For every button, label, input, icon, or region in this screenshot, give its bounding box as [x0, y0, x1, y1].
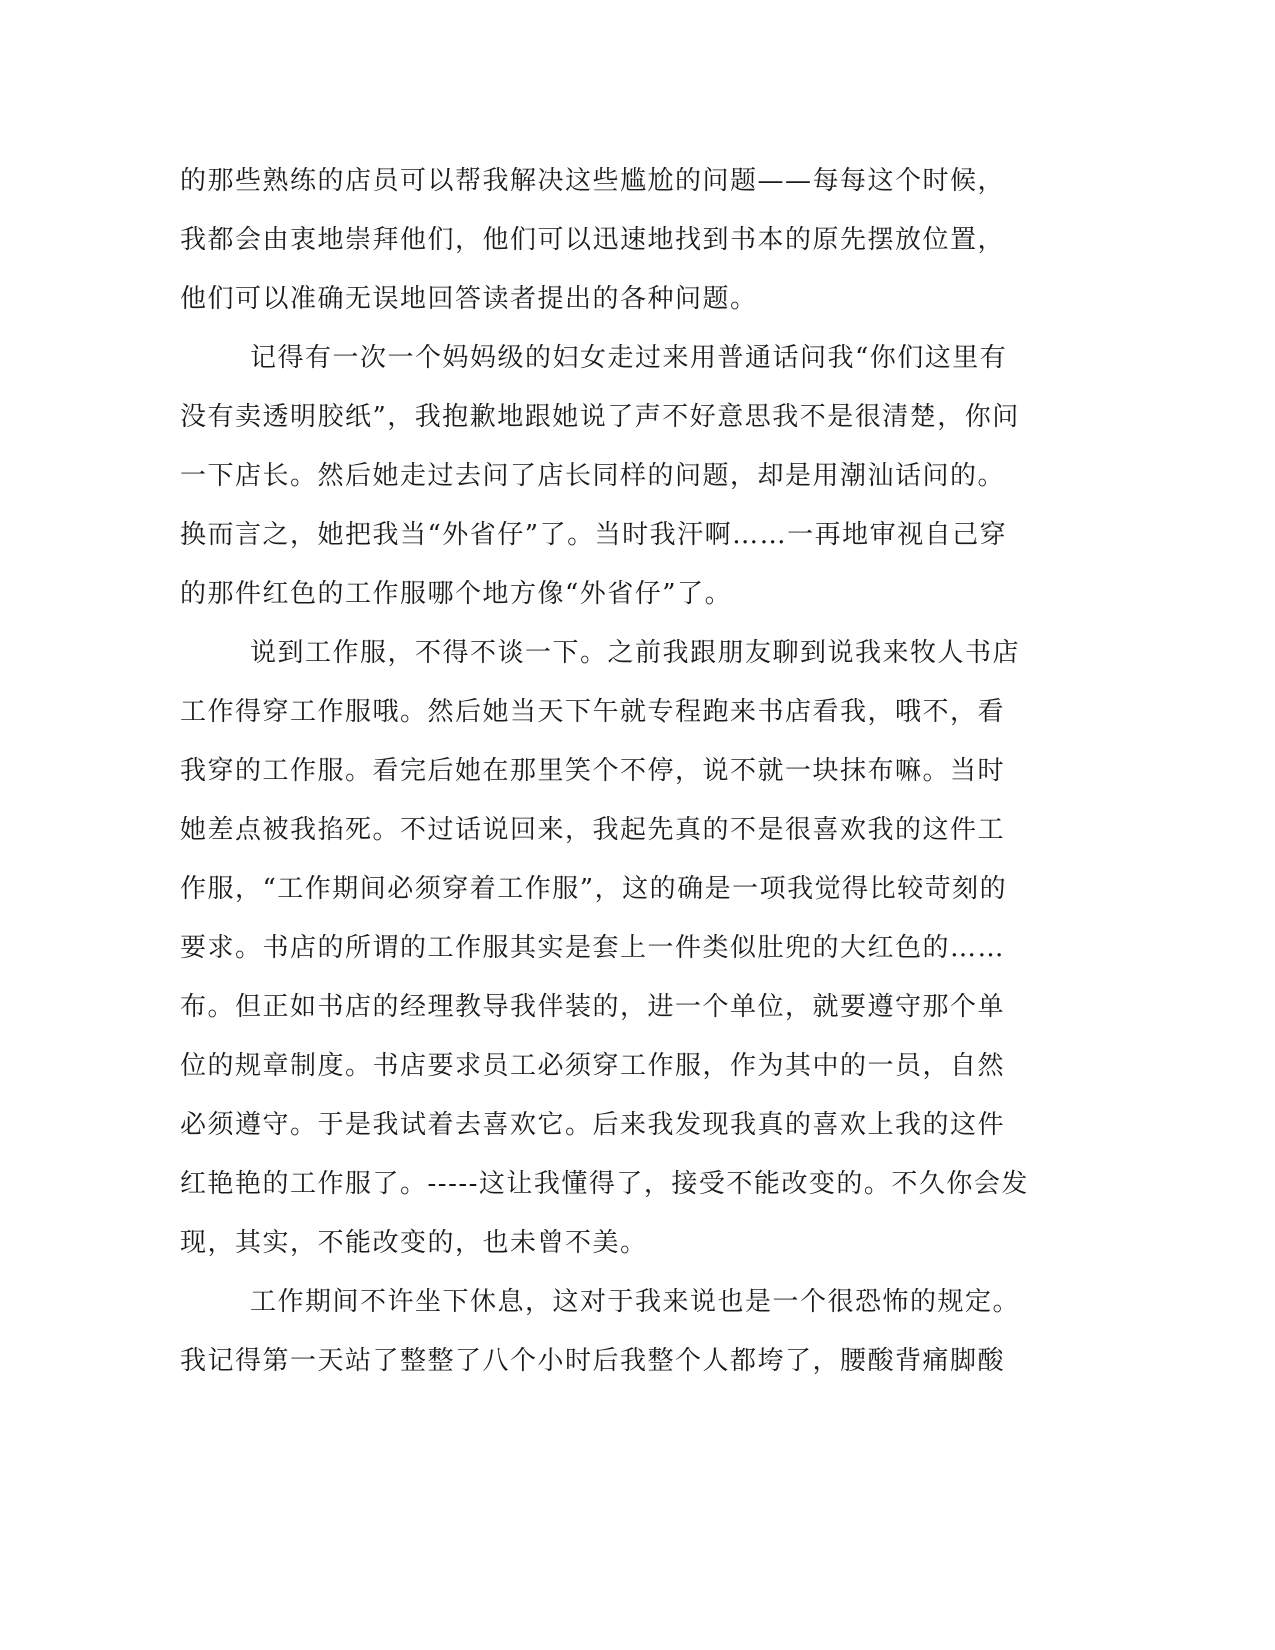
- text-line: 一下店长。然后她走过去问了店长同样的问题，却是用潮汕话问的。: [180, 461, 1006, 491]
- text-line: 位的规章制度。书店要求员工必须穿工作服，作为其中的一员，自然: [180, 1051, 1006, 1081]
- text-line: 她差点被我掐死。不过话说回来，我起先真的不是很喜欢我的这件工: [180, 815, 1006, 845]
- body-text: [180, 152, 1040, 1391]
- text-line: 我都会由衷地崇拜他们，他们可以迅速地找到书本的原先摆放位置，: [180, 225, 1006, 255]
- paragraph-first-line: 工作期间不许坐下休息，这对于我来说也是一个很恐怖的规定。: [250, 1287, 1021, 1317]
- text-line: 工作得穿工作服哦。然后她当天下午就专程跑来书店看我，哦不，看: [180, 697, 1006, 727]
- text-line: 作服，“工作期间必须穿着工作服”，这的确是一项我觉得比较苛刻的: [180, 874, 1008, 904]
- text-line: 现，其实，不能改变的，也未曾不美。: [180, 1228, 648, 1258]
- text-line: 他们可以准确无误地回答读者提出的各种问题。: [180, 284, 758, 314]
- text-line: 我穿的工作服。看完后她在那里笑个不停，说不就一块抹布嘛。当时: [180, 756, 1006, 786]
- text-line: 的那件红色的工作服哪个地方像“外省仔”了。: [180, 579, 733, 609]
- text-line: 红艳艳的工作服了。-----这让我懂得了，接受不能改变的。不久你会发: [180, 1169, 1029, 1199]
- text-line: 要求。书店的所谓的工作服其实是套上一件类似肚兜的大红色的……: [180, 933, 1006, 963]
- text-line: 必须遵守。于是我试着去喜欢它。后来我发现我真的喜欢上我的这件: [180, 1110, 1006, 1140]
- paragraph-first-line: 记得有一次一个妈妈级的妇女走过来用普通话问我“你们这里有: [250, 343, 1008, 373]
- text-line: 布。但正如书店的经理教导我伴装的，进一个单位，就要遵守那个单: [180, 992, 1006, 1022]
- text-line: 的那些熟练的店员可以帮我解决这些尴尬的问题——每每这个时候，: [180, 166, 1006, 196]
- text-line: 没有卖透明胶纸”，我抱歉地跟她说了声不好意思我不是很清楚，你问: [180, 402, 1020, 432]
- paragraph-first-line: 说到工作服，不得不谈一下。之前我跟朋友聊到说我来牧人书店: [250, 638, 1021, 668]
- text-line: 换而言之，她把我当“外省仔”了。当时我汗啊……一再地审视自己穿: [180, 520, 1008, 550]
- text-line: 我记得第一天站了整整了八个小时后我整个人都垮了，腰酸背痛脚酸: [180, 1346, 1006, 1376]
